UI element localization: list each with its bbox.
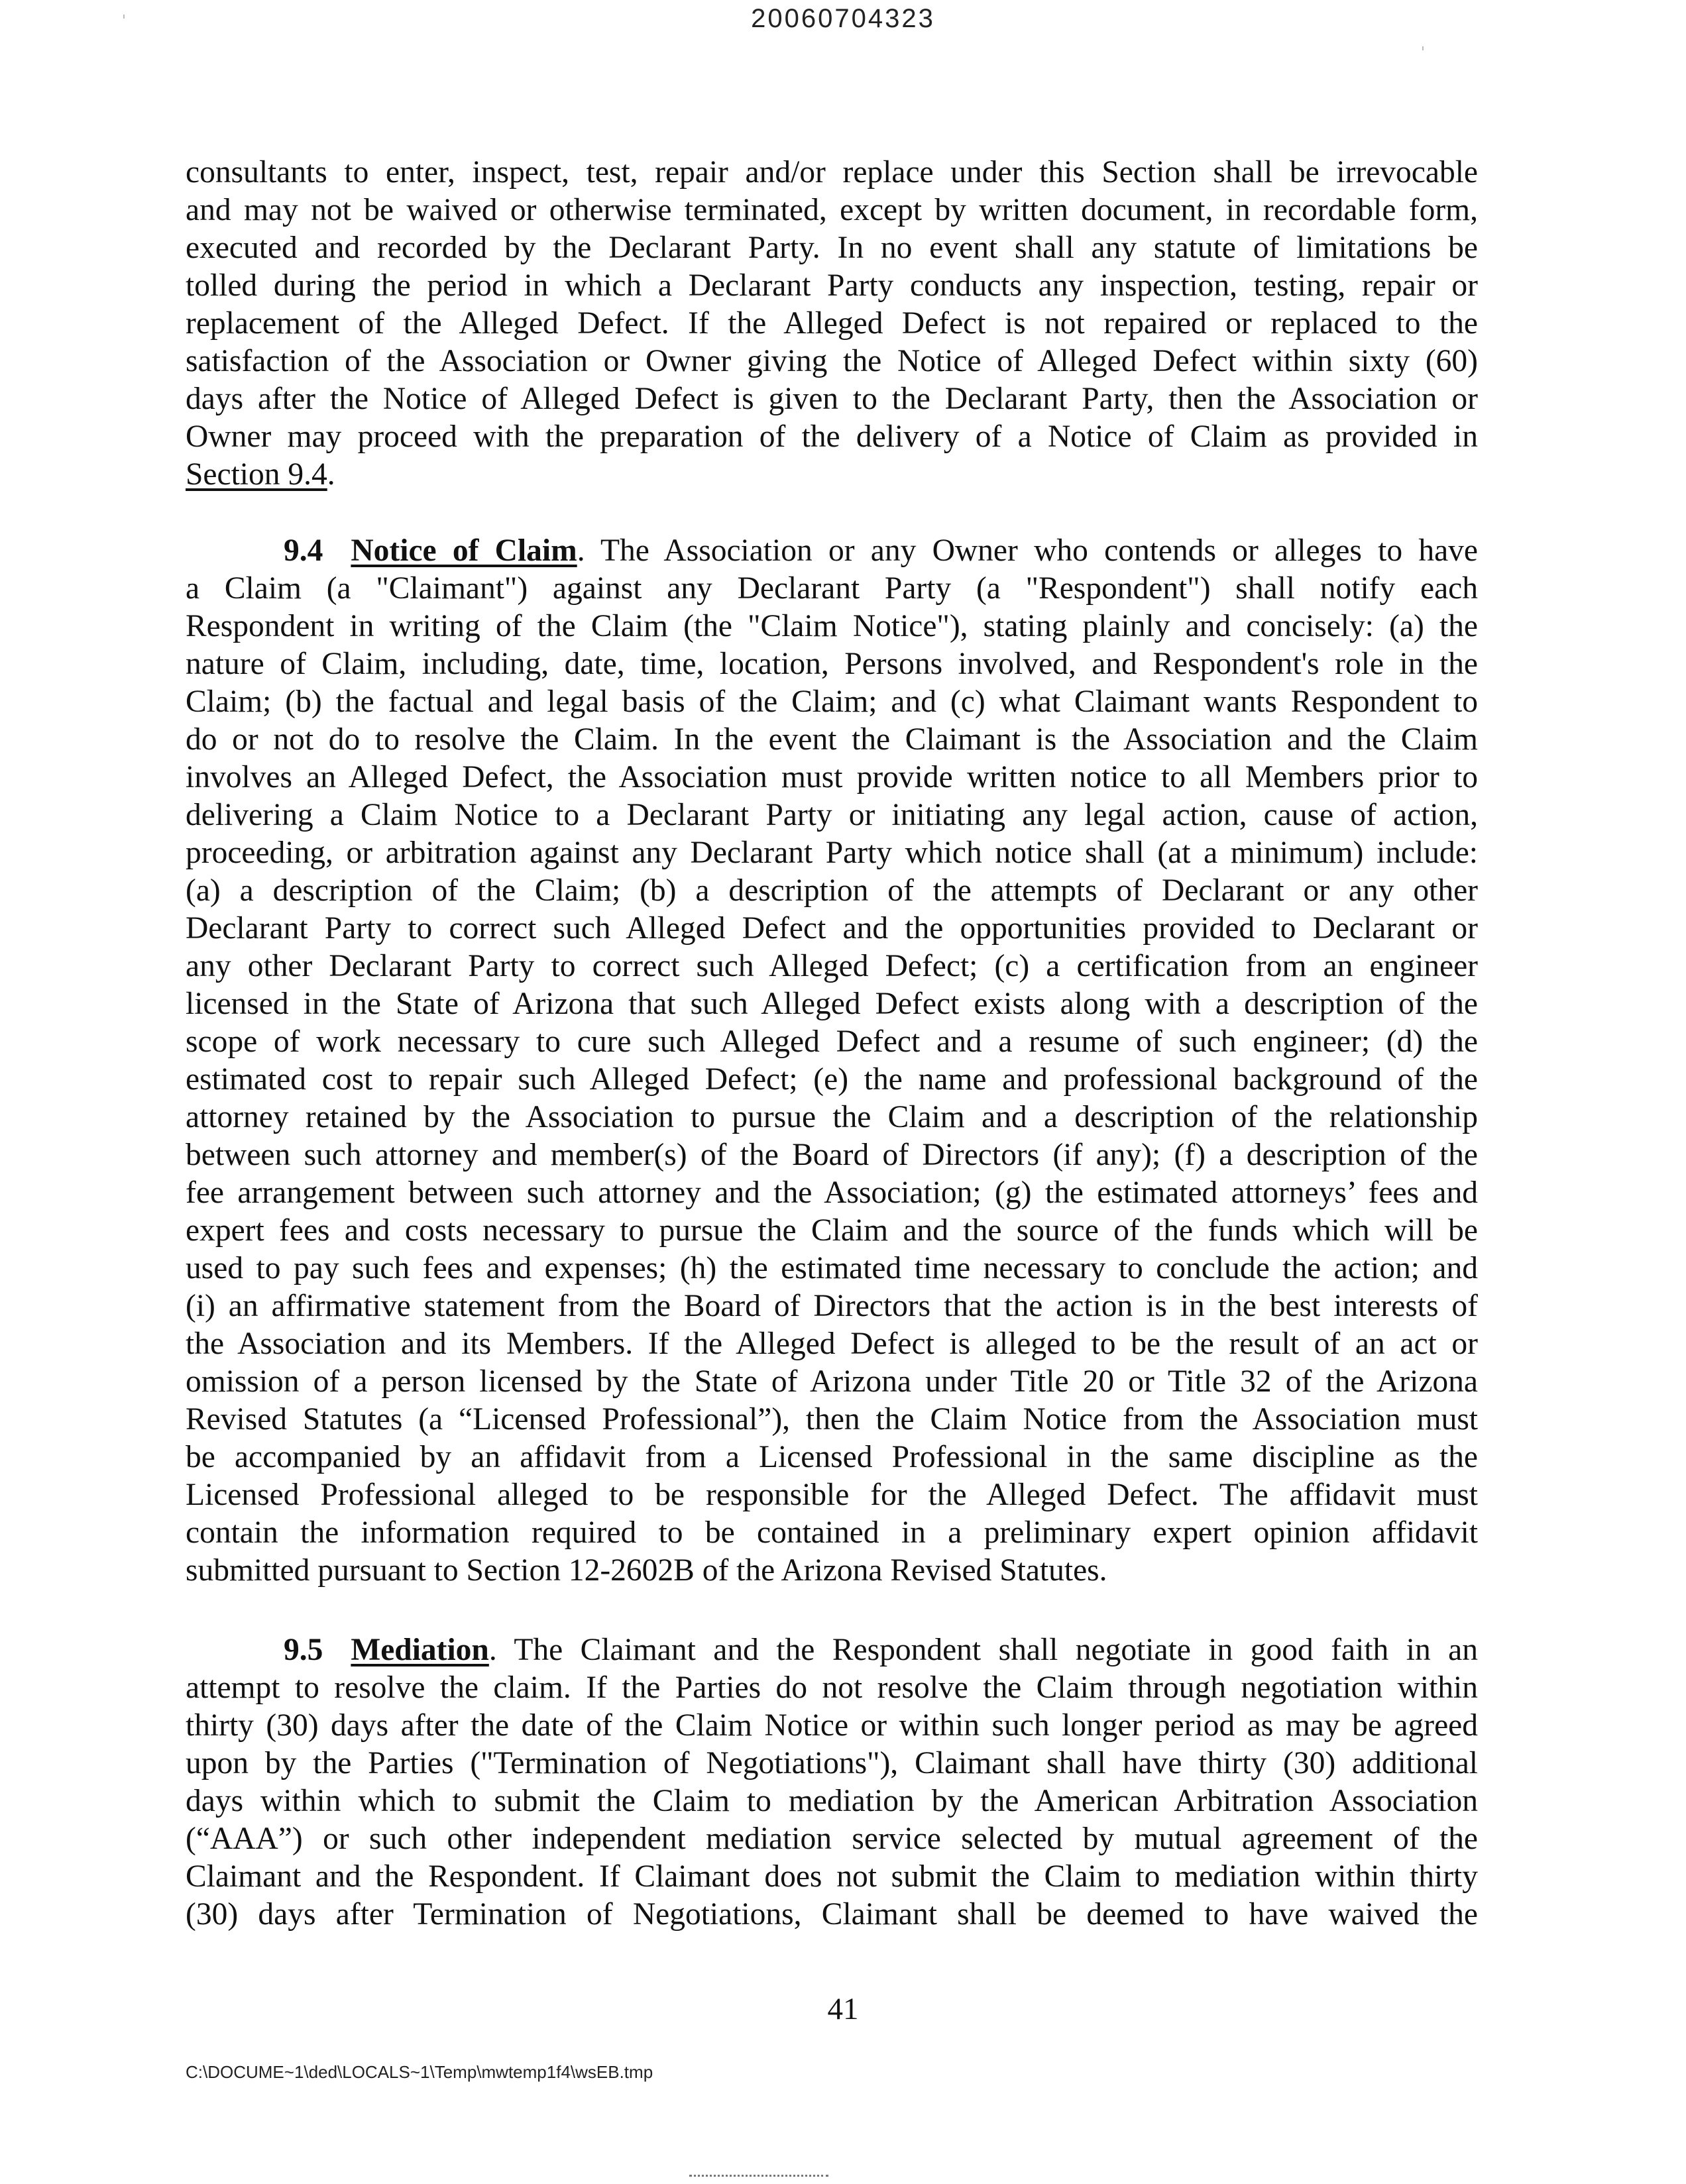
text-line [186, 456, 1478, 494]
text-line: Claim; (b) the factual and legal basis of the Claim; and (c) what Claimant wants Respondent to [186, 684, 1478, 719]
text-line: the Association and its Members. If the Alleged Defect is alleged to be the result of an act or [186, 1327, 1478, 1361]
text-line: proceeding, or arbitration against any Declarant Party which notice shall (at a minimum) include: [186, 836, 1478, 870]
text-line: (“AAA”) or such other independent mediation service selected by mutual agreement of the [186, 1822, 1478, 1856]
text-line: estimated cost to repair such Alleged Defect; (e) the name and professional background of the [186, 1062, 1478, 1097]
text-line: thirty (30) days after the date of the Claim Notice or within such longer period as may be agreed [186, 1708, 1478, 1743]
text-line: omission of a person licensed by the State of Arizona under Title 20 or Title 32 of the Arizona [186, 1364, 1478, 1399]
section-9-5 [186, 1631, 1478, 1934]
text-line: satisfaction of the Association or Owner giving the Notice of Alleged Defect within sixty (60) [186, 344, 1478, 378]
text-line: licensed in the State of Arizona that such Alleged Defect exists along with a description of the [186, 987, 1478, 1021]
section-title: Notice of Claim [351, 533, 577, 568]
text-line: tolled during the period in which a Declarant Party conducts any inspection, testing, repair or [186, 268, 1478, 303]
section-reference: Section 9.4 [186, 457, 327, 492]
text-line: fee arrangement between such attorney and the Association; (g) the estimated attorneys’ fees and [186, 1175, 1478, 1210]
section-heading-line [186, 532, 1478, 570]
text-line: used to pay such fees and expenses; (h) the estimated time necessary to conclude the action; and [186, 1251, 1478, 1285]
text-line: a Claim (a "Claimant") against any Declarant Party (a "Respondent") shall notify each [186, 571, 1478, 606]
text-line: nature of Claim, including, date, time, location, Persons involved, and Respondent's role in the [186, 647, 1478, 681]
text-line: Respondent in writing of the Claim (the "Claim Notice"), stating plainly and concisely: (a) the [186, 609, 1478, 643]
text-line: executed and recorded by the Declarant Party. In no event shall any statute of limitations be [186, 231, 1478, 265]
page-number: 41 [827, 1992, 859, 2026]
text-line: replacement of the Alleged Defect. If the Alleged Defect is not repaired or replaced to the [186, 306, 1478, 341]
text-line: Declarant Party to correct such Alleged Defect and the opportunities provided to Declarant or [186, 911, 1478, 946]
text-line: days within which to submit the Claim to mediation by the American Arbitration Association [186, 1784, 1478, 1818]
text-line: be accompanied by an affidavit from a Licensed Professional in the same discipline as the [186, 1440, 1478, 1474]
file-path: C:\DOCUME~1\ded\LOCALS~1\Temp\mwtemp1f4\wsEB.tmp [186, 2062, 653, 2082]
paragraph-continuation [186, 154, 1478, 494]
document-number: 20060704323 [751, 4, 935, 33]
scan-artifact [1422, 46, 1424, 50]
text-line: do or not do to resolve the Claim. In the event the Claimant is the Association and the Claim [186, 722, 1478, 757]
text-line: submitted pursuant to Section 12-2602B of the Arizona Revised Statutes. [186, 1553, 1107, 1588]
text-line: scope of work necessary to cure such Alleged Defect and a resume of such engineer; (d) the [186, 1024, 1478, 1059]
text-line: (i) an affirmative statement from the Board of Directors that the action is in the best interests of [186, 1289, 1478, 1323]
section-title: Mediation [351, 1633, 489, 1667]
text-line: upon by the Parties ("Termination of Negotiations"), Claimant shall have thirty (30) additional [186, 1746, 1478, 1780]
text-line: (30) days after Termination of Negotiations, Claimant shall be deemed to have waived the [186, 1897, 1478, 1932]
text-line: Owner may proceed with the preparation of the delivery of a Notice of Claim as provided in [186, 419, 1478, 454]
text-line: delivering a Claim Notice to a Declarant Party or initiating any legal action, cause of action, [186, 798, 1478, 832]
text-line: (a) a description of the Claim; (b) a description of the attempts of Declarant or any other [186, 873, 1478, 908]
text-line: and may not be waived or otherwise terminated, except by written document, in recordable form, [186, 193, 1478, 227]
text-line: Licensed Professional alleged to be responsible for the Alleged Defect. The affidavit must [186, 1478, 1478, 1512]
section-9-4 [186, 532, 1478, 1590]
section-number: 9.5 [284, 1633, 323, 1667]
text-line: expert fees and costs necessary to pursue the Claim and the source of the funds which will be [186, 1213, 1478, 1248]
text-line: involves an Alleged Defect, the Association must provide written notice to all Members prior to [186, 760, 1478, 794]
text-line: Claimant and the Respondent. If Claimant does not submit the Claim to mediation within thirty [186, 1859, 1478, 1894]
section-heading-line [186, 1631, 1478, 1669]
scan-artifact [689, 2175, 828, 2179]
text-line: any other Declarant Party to correct such Alleged Defect; (c) a certification from an engineer [186, 949, 1478, 983]
text-fragment: . The Claimant and the Respondent shall negotiate in good faith in an [488, 1633, 1478, 1667]
text-line: between such attorney and member(s) of the Board of Directors (if any); (f) a description of the [186, 1138, 1478, 1172]
text-line: consultants to enter, inspect, test, repair and/or replace under this Section shall be irrevocable [186, 155, 1478, 190]
text-line: contain the information required to be contained in a preliminary expert opinion affidavit [186, 1515, 1478, 1550]
section-number: 9.4 [284, 533, 323, 568]
text-fragment: . The Association or any Owner who contends or alleges to have [577, 533, 1478, 568]
text-fragment: . [327, 457, 335, 492]
text-line: Revised Statutes (a “Licensed Professional”), then the Claim Notice from the Association must [186, 1402, 1478, 1437]
text-line: days after the Notice of Alleged Defect is given to the Declarant Party, then the Association or [186, 382, 1478, 416]
text-line: attempt to resolve the claim. If the Parties do not resolve the Claim through negotiation within [186, 1670, 1478, 1705]
text-line: attorney retained by the Association to pursue the Claim and a description of the relationship [186, 1100, 1478, 1134]
